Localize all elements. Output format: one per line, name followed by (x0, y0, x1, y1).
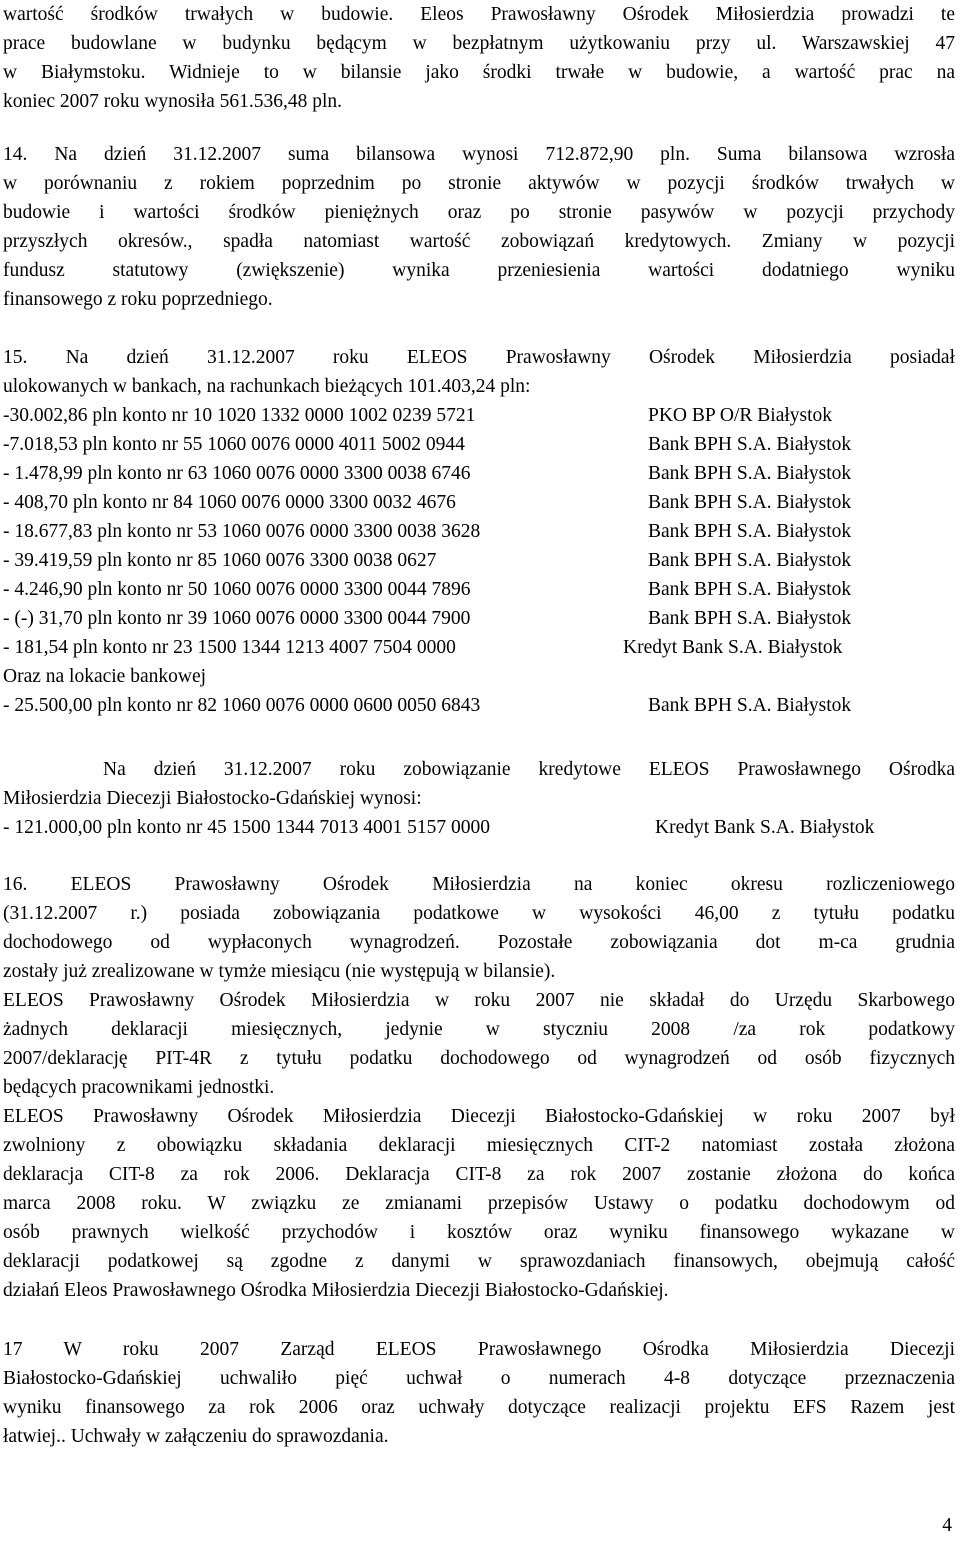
text-line: żadnych deklaracji miesięcznych, jedynie w styczniu 2008 /za rok podatkowy (3, 1019, 955, 1040)
text-line: w Białymstoku. Widnieje to w bilansie jako środki trwałe w budowie, a wartość prac na (3, 62, 955, 83)
text-line: wyniku finansowego za rok 2006 oraz uchwały dotyczące realizacji projektu EFS Razem jest (3, 1397, 955, 1418)
account-bank: Bank BPH S.A. Białystok (648, 463, 852, 484)
account-row (3, 459, 955, 488)
account-row (3, 633, 955, 662)
account-amount: -7.018,53 pln konto nr 55 1060 0076 0000 4011 5002 0944 (3, 434, 465, 455)
text-line: prace budowlane w budynku będącym w bezpłatnym użytkowaniu przy ul. Warszawskiej 47 (3, 33, 955, 54)
account-amount: - 181,54 pln konto nr 23 1500 1344 1213 4007 7504 0000 (3, 637, 456, 658)
intro-paragraph (3, 0, 955, 116)
account-row (3, 430, 955, 459)
text-line: w porównaniu z rokiem poprzednim po stronie aktywów w pozycji środków trwałych w (3, 173, 955, 194)
deposit-heading: Oraz na lokacie bankowej (3, 666, 207, 687)
bank-accounts-list (3, 401, 955, 662)
account-amount: - 408,70 pln konto nr 84 1060 0076 0000 3300 0032 4676 (3, 492, 456, 513)
text-line: osób prawnych wielkość przychodów i kosztów oraz wyniku finansowego wykazane w (3, 1222, 955, 1243)
text-line: dochodowego od wypłaconych wynagrodzeń. Pozostałe zobowiązania dot m-ca grudnia (3, 932, 955, 953)
page-number: 4 (942, 1515, 952, 1536)
text-line: (31.12.2007 r.) posiada zobowiązania podatkowe w wysokości 46,00 z tytułu podatku (3, 903, 955, 924)
text-line: 2007/deklarację PIT-4R z tytułu podatku dochodowego od wynagrodzeń od osób fizycznych (3, 1048, 955, 1069)
item-15-section (3, 343, 955, 720)
account-amount: - 25.500,00 pln konto nr 82 1060 0076 0000 0600 0050 6843 (3, 695, 481, 716)
credit-section (3, 755, 955, 842)
text-line: ELEOS Prawosławny Ośrodek Miłosierdzia Diecezji Białostocko-Gdańskiej w roku 2007 był (3, 1106, 955, 1127)
account-amount: - 121.000,00 pln konto nr 45 1500 1344 7013 4001 5157 0000 (3, 817, 490, 838)
account-bank: Bank BPH S.A. Białystok (648, 579, 852, 600)
account-bank: Kredyt Bank S.A. Białystok (655, 817, 875, 838)
item-17-paragraph (3, 1335, 955, 1451)
text-line: 15. Na dzień 31.12.2007 roku ELEOS Prawosławny Ośrodek Miłosierdzia posiadał (3, 347, 955, 368)
account-bank: Bank BPH S.A. Białystok (648, 608, 852, 629)
account-bank: Kredyt Bank S.A. Białystok (623, 637, 843, 658)
text-line: 17 W roku 2007 Zarząd ELEOS Prawosławnego Ośrodka Miłosierdzia Diecezji (3, 1339, 955, 1360)
text-line: łatwiej.. Uchwały w załączeniu do sprawozdania. (3, 1426, 389, 1447)
credit-row (3, 813, 955, 842)
text-line: 14. Na dzień 31.12.2007 suma bilansowa wynosi 712.872,90 pln. Suma bilansowa wzrosła (3, 144, 955, 165)
account-row (3, 517, 955, 546)
account-bank: PKO BP O/R Białystok (648, 405, 833, 426)
account-amount: - 1.478,99 pln konto nr 63 1060 0076 0000 3300 0038 6746 (3, 463, 471, 484)
text-line: ulokowanych w bankach, na rachunkach bieżących 101.403,24 pln: (3, 376, 531, 397)
account-row (3, 575, 955, 604)
text-line: Białostocko-Gdańskiej uchwaliło pięć uchwał o numerach 4-8 dotyczące przeznaczenia (3, 1368, 955, 1389)
deposit-row (3, 691, 955, 720)
text-line: marca 2008 roku. W związku ze zmianami przepisów Ustawy o podatku dochodowym od (3, 1193, 955, 1214)
text-line: finansowego z roku poprzedniego. (3, 289, 273, 310)
text-line: zostały już zrealizowane w tymże miesiącu (nie występują w bilansie). (3, 961, 556, 982)
text-line: deklaracja CIT-8 za rok 2006. Deklaracja CIT-8 za rok 2007 zostanie złożona do końca (3, 1164, 955, 1185)
account-bank: Bank BPH S.A. Białystok (648, 521, 852, 542)
text-line: zwolniony z obowiązku składania deklaracji miesięcznych CIT-2 natomiast została złożona (3, 1135, 955, 1156)
account-amount: - (-) 31,70 pln konto nr 39 1060 0076 0000 3300 0044 7900 (3, 608, 471, 629)
text-line: koniec 2007 roku wynosiła 561.536,48 pln. (3, 91, 343, 112)
account-amount: - 4.246,90 pln konto nr 50 1060 0076 0000 3300 0044 7896 (3, 579, 471, 600)
account-bank: Bank BPH S.A. Białystok (648, 492, 852, 513)
account-bank: Bank BPH S.A. Białystok (648, 434, 852, 455)
text-line: fundusz statutowy (zwiększenie) wynika przeniesienia wartości dodatniego wyniku (3, 260, 955, 281)
text-line: będących pracownikami jednostki. (3, 1077, 275, 1098)
text-line: deklaracji podatkowej są zgodne z danymi w sprawozdaniach finansowych, obejmują całość (3, 1251, 955, 1272)
account-amount: -30.002,86 pln konto nr 10 1020 1332 0000 1002 0239 5721 (3, 405, 476, 426)
item-14-paragraph (3, 140, 955, 314)
account-row (3, 604, 955, 633)
text-line: 16. ELEOS Prawosławny Ośrodek Miłosierdzia na koniec okresu rozliczeniowego (3, 874, 955, 895)
account-row (3, 546, 955, 575)
text-line: wartość środków trwałych w budowie. Eleos Prawosławny Ośrodek Miłosierdzia prowadzi te (3, 4, 955, 25)
account-amount: - 39.419,59 pln konto nr 85 1060 0076 3300 0038 0627 (3, 550, 437, 571)
account-bank: Bank BPH S.A. Białystok (648, 550, 852, 571)
text-line: działań Eleos Prawosławnego Ośrodka Miłosierdzia Diecezji Białostocko-Gdańskiej. (3, 1280, 669, 1301)
text-line: Na dzień 31.12.2007 roku zobowiązanie kredytowe ELEOS Prawosławnego Ośrodka (103, 759, 955, 780)
text-line: ELEOS Prawosławny Ośrodek Miłosierdzia w roku 2007 nie składał do Urzędu Skarbowego (3, 990, 955, 1011)
text-line: przyszłych okresów., spadła natomiast wartość zobowiązań kredytowych. Zmiany w pozycji (3, 231, 955, 252)
account-row (3, 401, 955, 430)
item-16-section (3, 870, 955, 1305)
account-bank: Bank BPH S.A. Białystok (648, 695, 852, 716)
text-line: budowie i wartości środków pieniężnych oraz po stronie pasywów w pozycji przychody (3, 202, 955, 223)
account-row (3, 488, 955, 517)
text-line: Miłosierdzia Diecezji Białostocko-Gdańskiej wynosi: (3, 788, 422, 809)
account-amount: - 18.677,83 pln konto nr 53 1060 0076 0000 3300 0038 3628 (3, 521, 481, 542)
